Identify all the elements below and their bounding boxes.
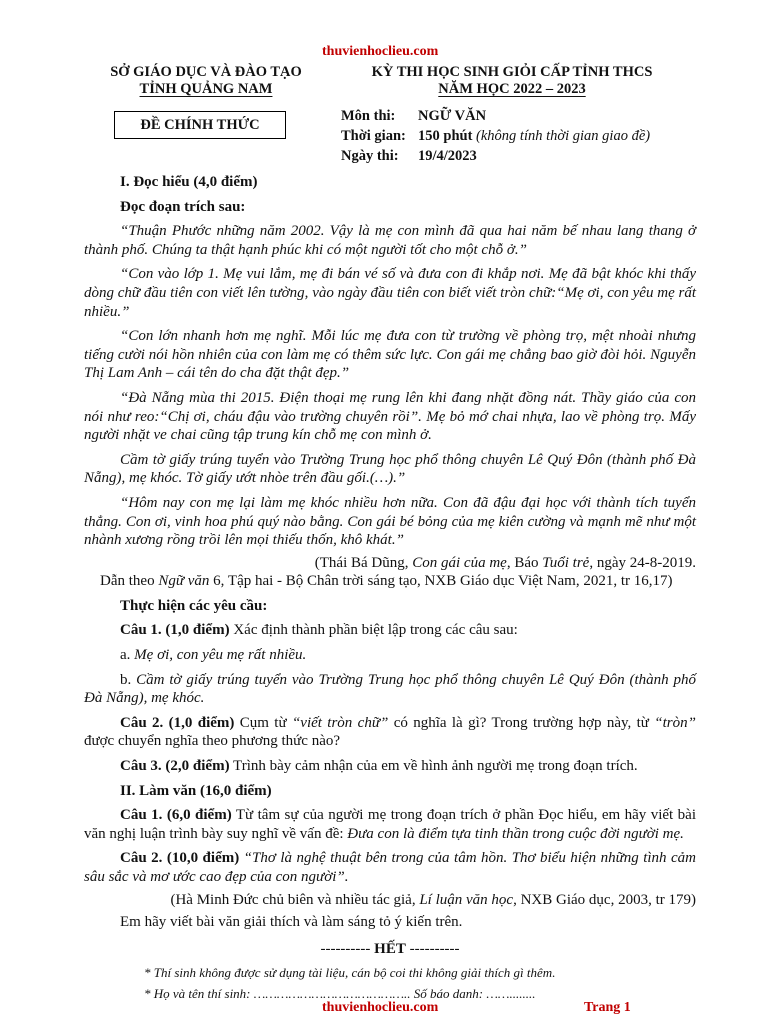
- read-prompt: Đọc đoạn trích sau:: [120, 198, 246, 215]
- essay-citation-book: Lí luận văn học: [419, 891, 514, 908]
- question-2: [84, 714, 696, 751]
- option-b-text: Cầm tờ giấy trúng tuyển vào Trường Trung học phổ thông chuyên Lê Quý Đôn (thành phố Đà Nẵng), mẹ khóc.: [84, 671, 697, 707]
- tasks-title: Thực hiện các yêu cầu:: [120, 597, 268, 614]
- question-2-phrase: “viết tròn chữ”: [291, 714, 389, 731]
- end-dashes-right: ----------: [405, 940, 460, 957]
- subject-value: NGỮ VĂN: [418, 108, 487, 124]
- question-2-text: có nghĩa là gì? Trong trường hợp này, từ: [388, 714, 655, 731]
- exam-content: [84, 173, 696, 1006]
- essay-question-1-topic: Đưa con là điểm tựa tinh thần trong cuộc đời người mẹ.: [347, 825, 684, 842]
- essay-question-1: [84, 806, 696, 843]
- essay-question-2: [84, 849, 696, 886]
- citation-title: Con gái của mẹ: [412, 554, 507, 571]
- question-3-text: Trình bày cảm nhận của em về hình ảnh người mẹ trong đoạn trích.: [229, 758, 638, 775]
- exam-title-line-1: KỲ THI HỌC SINH GIỎI CẤP TỈNH THCS: [371, 64, 653, 80]
- citation-newspaper: Tuổi trẻ: [542, 554, 590, 571]
- question-1: [84, 621, 696, 640]
- passage-paragraph: “Con lớn nhanh hơn mẹ nghĩ. Mỗi lúc mẹ đưa con từ trường về phòng trọ, mệt nhoài nhưng tiếng cười nói hồn nhiên của con làm mẹ có thêm sức lực. Con gái mẹ chẳng bao giờ đòi hỏi. Nguyễn Thị Lam Anh – cái tên do cha đặt thật đẹp.”: [84, 328, 696, 382]
- end-marker: [84, 940, 696, 959]
- essay-citation-author: (Hà Minh Đức chủ biên và nhiều tác giả,: [170, 891, 420, 908]
- watermark-top: thuvienhoclieu.com: [322, 44, 439, 59]
- question-1-text: Xác định thành phần biệt lập trong các câu sau:: [229, 622, 518, 639]
- source-reference: [84, 572, 696, 591]
- question-1-label: Câu 1. (1,0 điểm): [120, 622, 230, 639]
- citation-date: , ngày 24-8-2019.: [589, 554, 696, 571]
- department-name: [88, 64, 324, 98]
- option-a-text: Mẹ ơi, con yêu mẹ rất nhiều.: [134, 647, 307, 664]
- exam-title: [332, 64, 692, 98]
- source-book: Ngữ văn: [158, 573, 210, 590]
- passage-paragraph: “Hôm nay con mẹ lại làm mẹ khóc nhiều hơn nữa. Con đã đậu đại học với thành tích tuyển thẳng. Con ơi, vinh hoa phú quý nào bằng. Con gái bé bỏng của mẹ kiên cường và mạnh mẽ như một nhành xương rồng trồi lên mọi thiếu thốn, khô khát.”: [84, 494, 696, 549]
- section-2-title: II. Làm văn (16,0 điểm): [120, 782, 272, 799]
- question-2-word: “tròn”: [654, 714, 696, 731]
- question-3: [84, 757, 696, 776]
- time-note: (không tính thời gian giao đề): [476, 128, 651, 144]
- essay-question-2-label: Câu 2. (10,0 điểm): [120, 850, 240, 867]
- time-label: Thời gian:: [341, 128, 406, 144]
- date-value: 19/4/2023: [418, 148, 477, 164]
- source-detail: 6, Tập hai - Bộ Chân trời sáng tạo, NXB Giáo dục Việt Nam, 2021, tr 16,17): [209, 573, 673, 590]
- subject-label: Môn thi:: [341, 108, 396, 124]
- citation-text: , Báo: [506, 554, 543, 571]
- date-label: Ngày thi:: [341, 148, 399, 164]
- question-1-option-b: [84, 671, 696, 708]
- department-line-2: TỈNH QUẢNG NAM: [139, 81, 273, 97]
- question-2-text: được chuyển nghĩa theo phương thức nào?: [84, 733, 341, 750]
- option-a-prefix: a.: [120, 647, 135, 664]
- essay-quote-citation: [84, 891, 696, 910]
- time-value: 150 phút: [418, 128, 473, 144]
- essay-question-1-label: Câu 1. (6,0 điểm): [120, 807, 232, 824]
- essay-citation-detail: , NXB Giáo dục, 2003, tr 179): [513, 891, 696, 908]
- passage-paragraph: “Con vào lớp 1. Mẹ vui lắm, mẹ đi bán vé số và đưa con đi khắp nơi. Mẹ đã bật khóc khi thấy dòng chữ đầu tiên con viết lên tường, vào ngày đầu tiên con biết viết tròn chữ:“Mẹ ơi, con yêu mẹ rất nhiều.”: [84, 266, 696, 320]
- page-number: Trang 1: [584, 1000, 631, 1015]
- essay-question-1-text: Từ tâm sự của người mẹ trong đoạn trích ở phần Đọc hiểu, em hãy viết bài văn nghị luận trình bày suy nghĩ về vấn đề:: [84, 807, 696, 842]
- note-line: * Thí sinh không được sử dụng tài liệu, cán bộ coi thi không giải thích gì thêm.: [144, 965, 556, 981]
- passage-paragraph: Cầm tờ giấy trúng tuyển vào Trường Trung học phổ thông chuyên Lê Quý Đôn (thành phố Đà Nẵng), mẹ khóc. Tờ giấy ướt nhòe trên đầu gối.(…).”: [84, 451, 696, 487]
- question-2-text: Cụm từ: [234, 714, 292, 731]
- question-1-option-a: [120, 646, 696, 665]
- passage-paragraph: “Thuận Phước những năm 2002. Vậy là mẹ con mình đã qua hai năm bế nhau lang thang ở thành phố. Chúng ta thật hạnh phúc khi có một người tốt cho một chỗ ở.”: [84, 223, 696, 258]
- exam-title-line-2: NĂM HỌC 2022 – 2023: [438, 81, 586, 97]
- end-dashes-left: ----------: [320, 940, 375, 957]
- exam-info: [341, 106, 650, 166]
- department-line-1: SỞ GIÁO DỤC VÀ ĐÀO TẠO: [110, 64, 302, 80]
- note-line: * Họ và tên thí sinh: ………………………………….. Số báo danh: ……........: [144, 985, 536, 1001]
- passage-citation: [84, 554, 696, 573]
- essay-question-2-task: Em hãy viết bài văn giải thích và làm sáng tỏ ý kiến trên.: [120, 914, 463, 931]
- essay-question-2-quote: “Thơ là nghệ thuật bên trong của tâm hồn. Thơ biểu hiện những tình cảm sâu sắc và mơ ước cao đẹp của con người”.: [84, 850, 697, 885]
- source-prefix: Dẫn theo: [100, 573, 159, 590]
- section-1-title: I. Đọc hiểu (4,0 điểm): [120, 174, 258, 190]
- official-exam-box: ĐỀ CHÍNH THỨC: [114, 111, 286, 139]
- watermark-bottom: thuvienhoclieu.com: [322, 1000, 439, 1015]
- question-2-label: Câu 2. (1,0 điểm): [120, 714, 235, 731]
- question-3-label: Câu 3. (2,0 điểm): [120, 758, 230, 775]
- passage-paragraph: “Đà Nẵng mùa thi 2015. Điện thoại mẹ rung lên khi đang nhặt đồng nát. Thầy giáo của con nói như reo:“Chị ơi, cháu đậu vào trường chuyên rồi”. Mẹ bỏ mớ chai nhựa, lao về phòng trọ. Mấy người nhặt ve chai cũng tập trung kín chỗ mẹ con mình ở.: [84, 389, 696, 444]
- end-text: HẾT: [374, 940, 406, 957]
- option-b-prefix: b.: [120, 671, 137, 688]
- citation-author: (Thái Bá Dũng,: [314, 554, 413, 571]
